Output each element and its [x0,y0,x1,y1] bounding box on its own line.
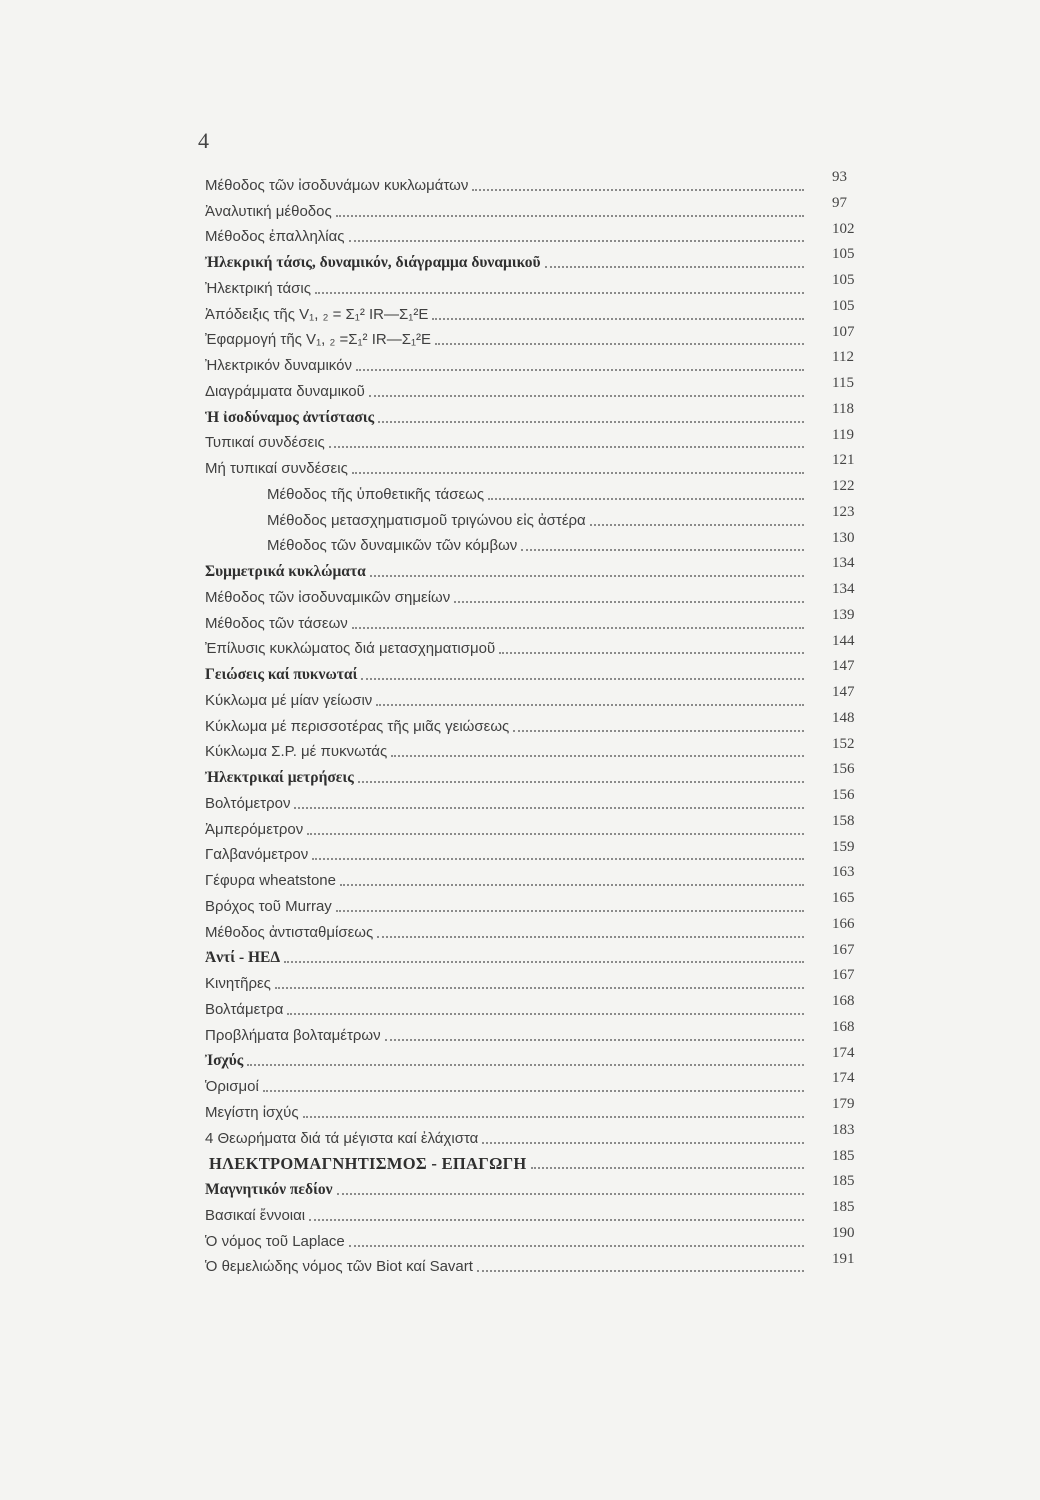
toc-entry-title: Ἰσχύς [205,1052,244,1070]
toc-entry-title: Διαγράμματα δυναμικοῦ [205,382,365,400]
toc-entry-title: Μέθοδος τῆς ὑποθετικῆς τάσεως [267,485,485,503]
toc-entry-title: Ἠλεκτρικαί μετρήσεις [205,769,354,786]
dot-leader [336,910,804,912]
toc-entry-title: Ὁ νόμος τοῦ Laplace [205,1232,345,1250]
dot-leader [432,318,804,320]
toc-entry-title: Βολτόμετρον [205,794,291,812]
toc-entry-title: Κινητῆρες [205,975,271,992]
toc-subentry [205,479,885,505]
toc-entry-title: Ἠλεκρική τάσις, δυναμικόν, διάγραμμα δυναμικοῦ [205,254,541,271]
dot-leader [488,498,804,500]
toc-entry-title: Βασικαί ἔννοιαι [205,1206,306,1224]
toc-entry-title: Μαγνητικόν πεδίον [205,1181,333,1198]
toc-entry-page: 183 [832,1121,855,1138]
toc-entry-page: 191 [832,1250,855,1267]
toc-entry [205,891,885,917]
toc-entry-page: 123 [832,503,855,520]
toc-entry [205,711,885,737]
toc-entry-title: Ἀναλυτική μέθοδος [205,202,332,220]
table-of-contents [205,170,885,1277]
toc-entry-page: 105 [832,246,855,263]
toc-entry [205,299,885,325]
dot-leader [531,1167,804,1169]
toc-entry-page: 185 [832,1147,855,1164]
toc-entry-page: 167 [832,941,855,958]
dot-leader [349,1245,804,1247]
toc-entry-title: Τυπικαί συνδέσεις [205,434,325,452]
dot-leader [349,240,804,242]
toc-entry-page: 97 [832,194,847,211]
dot-leader [303,1116,804,1118]
dot-leader [435,343,804,345]
dot-leader [336,215,804,217]
toc-entry-page: 105 [832,272,855,288]
toc-entry [205,170,885,196]
toc-entry-page: 167 [832,967,855,984]
toc-entry [205,325,885,351]
toc-entry-page: 139 [832,606,855,623]
toc-entry-page: 147 [832,684,855,700]
dot-leader [545,266,804,268]
toc-entry [205,814,885,840]
toc-entry-page: 112 [832,349,854,366]
toc-entry-page: 102 [832,220,855,237]
toc-section-heading [205,556,885,582]
toc-subentry [205,531,885,557]
dot-leader [391,755,804,757]
toc-entry-page: 121 [832,452,855,469]
toc-entry-page: 185 [832,1173,855,1190]
toc-entry-page: 118 [832,400,854,417]
dot-leader [361,678,804,680]
toc-entry [205,608,885,634]
toc-subentry [205,505,885,531]
dot-leader [377,936,804,938]
toc-entry [205,1097,885,1123]
toc-entry-page: 166 [832,915,855,932]
dot-leader [513,730,804,732]
toc-entry [205,582,885,608]
toc-entry-title: Μέθοδος τῶν δυναμικῶν τῶν κόμβων [267,537,518,555]
dot-leader [247,1064,804,1066]
toc-entry-title: Γαλβανόμετρον [205,846,309,864]
toc-entry-page: 174 [832,1070,855,1087]
toc-section-heading [205,247,885,273]
toc-entry-title: Μέθοδος τῶν ἰσοδυναμικῶν σημείων [205,588,451,606]
toc-entry-title: Ὁρισμοί [205,1078,259,1095]
dot-leader [369,395,804,397]
toc-entry-title: Κύκλωμα μέ μίαν γείωσιν [205,691,373,709]
toc-entry-title: Βρόχος τοῦ Murray [205,897,332,915]
dot-leader [477,1270,804,1272]
toc-entry [205,737,885,763]
toc-entry-page: 152 [832,735,855,752]
toc-entry [205,273,885,299]
dot-leader [284,961,804,963]
toc-section-heading [205,659,885,685]
toc-entry-page: 105 [832,297,855,314]
toc-entry-page: 147 [832,658,855,675]
toc-entry-page: 144 [832,632,855,649]
toc-entry [205,428,885,454]
toc-entry-page: 190 [832,1224,855,1241]
toc-entry-title: Ἀπόδειξις τῆς V₁, ₂ = Σ₁² IR—Σ₁²E [205,305,429,323]
toc-entry-page: 134 [832,581,855,597]
toc-entry [205,1123,885,1149]
toc-entry-title: Ἐπίλυσις κυκλώματος διά μετασχηματισμοῦ [205,640,496,658]
toc-entry-title: Μεγίστη ἰσχύς [205,1103,299,1121]
toc-entry [205,1252,885,1278]
toc-entry-page: 119 [832,426,854,443]
toc-entry-title: Γέφυρα wheatstone [205,872,336,889]
dot-leader [521,549,804,551]
dot-leader [294,807,804,809]
dot-leader [315,292,804,294]
toc-entry-page: 115 [832,375,854,391]
toc-section-heading [205,762,885,788]
toc-entry-title: Ὁ θεμελιώδης νόμος τῶν Biot καί Savart [205,1258,473,1276]
toc-entry-page: 179 [832,1096,855,1112]
toc-entry [205,350,885,376]
toc-entry [205,453,885,479]
dot-leader [370,575,804,577]
toc-entry [205,1226,885,1252]
toc-entry [205,917,885,943]
dot-leader [340,884,804,886]
toc-entry-title: Μέθοδος τῶν τάσεων [205,614,348,632]
toc-entry-page: 168 [832,993,855,1009]
toc-entry-title: Μέθοδος τῶν ἰσοδυνάμων κυκλωμάτων [205,176,469,194]
toc-section-heading [205,1046,885,1072]
dot-leader [590,524,804,526]
toc-entry-title: Προβλήματα βολταμέτρων [205,1026,381,1044]
dot-leader [385,1039,804,1041]
toc-entry-title: Ἡ ἰσοδύναμος ἀντίστασις [205,408,375,426]
toc-entry-page: 130 [832,529,855,546]
toc-chapter-heading [205,1149,885,1175]
toc-entry-page: 148 [832,709,855,726]
toc-entry-title: Ἐφαρμογή τῆς V₁, ₂ =Σ₁² IR—Σ₁²E [205,331,432,349]
dot-leader [287,1013,804,1015]
toc-entry-title: Μέθοδος ἀντισταθμίσεως [205,923,374,941]
page-number: 4 [198,128,209,153]
toc-entry [205,994,885,1020]
toc-entry-title: Ἠλεκτρική τάσις [205,279,311,297]
dot-leader [337,1193,804,1195]
toc-entry-page: 185 [832,1199,855,1215]
toc-entry-title: Βολτάμετρα [205,1000,284,1018]
toc-entry [205,222,885,248]
dot-leader [352,627,804,629]
toc-entry-page: 174 [832,1044,855,1061]
toc-entry [205,1020,885,1046]
toc-entry [205,634,885,660]
toc-entry [205,685,885,711]
dot-leader [454,601,804,603]
toc-section-heading [205,402,885,428]
dot-leader [329,446,804,448]
toc-entry [205,1200,885,1226]
dot-leader [263,1090,804,1092]
toc-entry-page: 122 [832,478,855,494]
dot-leader [358,781,804,783]
toc-entry-title: Ἠλεκτρικόν δυναμικόν [205,357,352,374]
dot-leader [376,704,804,706]
toc-entry-title: Γειώσεις καί πυκνωταί [205,666,358,683]
dot-leader [356,369,804,371]
dot-leader [472,189,804,191]
toc-entry-page: 158 [832,812,855,829]
toc-entry [205,865,885,891]
dot-leader [309,1219,804,1221]
toc-entry-title: 4 Θεωρήματα διά τά μέγιστα καί ἐλάχιστα [205,1129,479,1147]
dot-leader [307,833,804,835]
toc-entry-page: 165 [832,890,855,906]
toc-entry-title: Μέθοδος μετασχηματισμοῦ τριγώνου εἰς ἀστέρα [267,511,586,529]
toc-entry-page: 168 [832,1018,855,1035]
toc-section-heading [205,1174,885,1200]
toc-entry-page: 107 [832,323,855,340]
dot-leader [312,858,804,860]
toc-entry [205,1071,885,1097]
toc-entry [205,968,885,994]
toc-entry-page: 156 [832,787,855,803]
toc-entry-title: Συμμετρικά κυκλώματα [205,563,366,580]
toc-entry-title: Μή τυπικαί συνδέσεις [205,460,348,477]
toc-entry [205,196,885,222]
toc-entry [205,788,885,814]
dot-leader [378,421,804,423]
toc-entry-page: 156 [832,761,855,778]
toc-entry-page: 159 [832,838,855,855]
dot-leader [275,987,804,989]
toc-entry-page: 134 [832,555,855,572]
toc-entry-title: Μέθοδος ἐπαλληλίας [205,228,345,246]
toc-entry-title: ΗΛΕΚΤΡΟΜΑΓΝΗΤΙΣΜΟΣ - ΕΠΑΓΩΓΗ [209,1154,527,1174]
toc-entry-page: 163 [832,864,855,881]
toc-entry-title: Ἀντί - ΗΕΔ [205,949,281,967]
toc-entry-page: 93 [832,169,847,185]
toc-entry-title: Κύκλωμα μέ περισσοτέρας τῆς μιᾶς γειώσεως [205,717,510,735]
dot-leader [499,652,804,654]
dot-leader [352,472,804,474]
toc-entry-title: Κύκλωμα Σ.Ρ. μέ πυκνωτάς [205,743,388,761]
toc-entry [205,376,885,402]
dot-leader [482,1142,804,1144]
toc-entry [205,840,885,866]
toc-entry-title: Ἀμπερόμετρον [205,820,304,838]
toc-section-heading [205,943,885,969]
